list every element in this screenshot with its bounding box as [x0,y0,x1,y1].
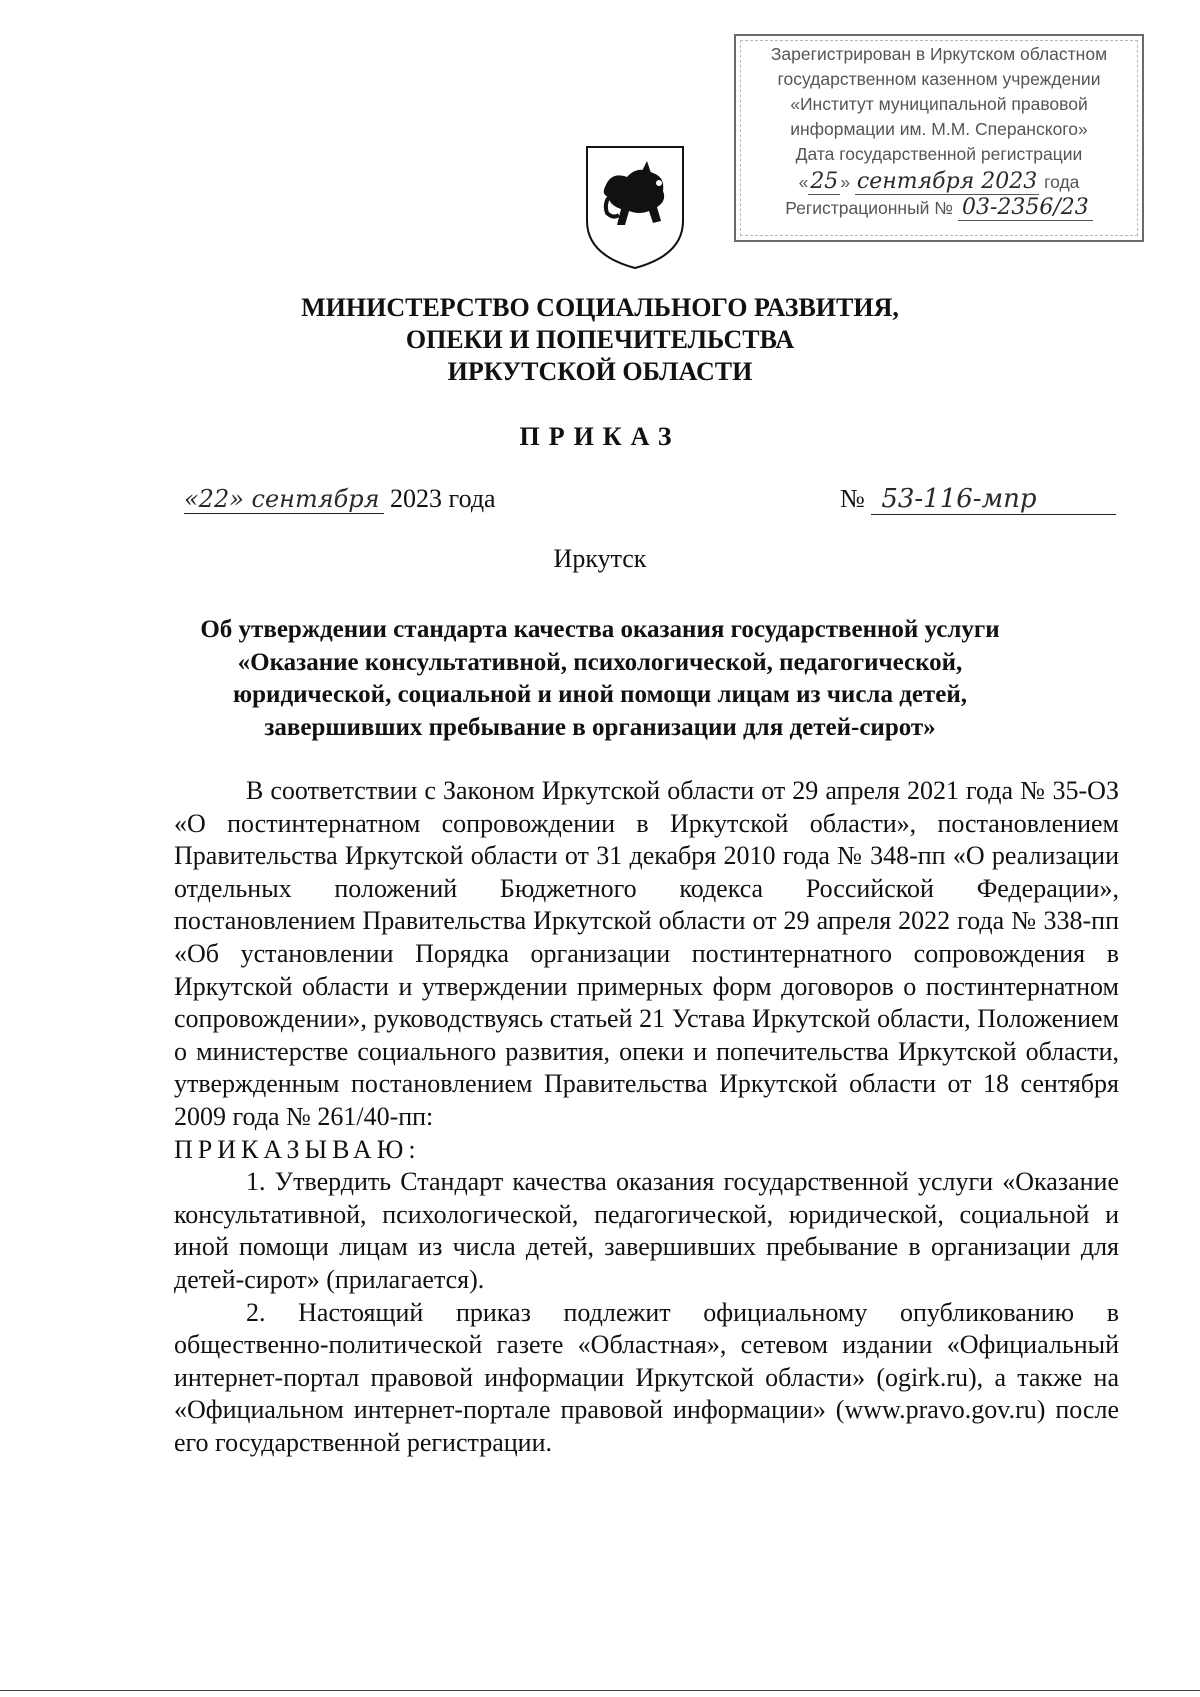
stamp-date-open: « [798,172,809,192]
order-number-label: № [840,484,865,513]
order-date [184,484,496,514]
order-date-handwritten: «22» сентября [184,485,384,514]
stamp-registration-date [744,169,1134,195]
stamp-registration-number [744,195,1134,221]
order-directive-word: ПРИКАЗЫВАЮ: [174,1134,421,1164]
stamp-line: Зарегистрирован в Иркутском областном [770,44,1108,64]
stamp-date-suffix: года [1044,172,1080,192]
order-body [174,775,1119,1459]
ministry-line: ОПЕКИ И ПОПЕЧИТЕЛЬСТВА [405,325,795,354]
city-name: Иркутск [553,544,647,573]
order-subject [150,614,1050,744]
stamp-line: государственном казенном учреждении [777,69,1101,89]
order-number [840,484,1116,515]
stamp-line: Дата государственной регистрации [795,144,1083,164]
stamp-reg-number: 03-2356/23 [958,195,1093,221]
stamp-date-month-year: сентября 2023 [856,169,1038,194]
subject-line: юридической, социальной и иной помощи лицам из числа детей, [233,681,967,708]
preamble-paragraph: В соответствии с Законом Иркутской области от 29 апреля 2021 года № 35-ОЗ «О постинтернатном сопровождении в Иркутской области», постановлением Правительства Иркутской области от 31 декабря 2010 года № 348-пп «О реализации отдельных положений Бюджетного кодекса Российской Федерации», постановлением Правительства Иркутской области от 29 апреля 2022 года № 338-пп «Об установлении Порядка организации постинтернатного сопровождения в Иркутской области и утверждении примерных форм договоров о постинтернатном сопровождении», руководствуясь статьей 21 Устава Иркутской области, Положением о министерстве социального развития, опеки и попечительства Иркутской области, утвержденным постановлением Правительства Иркутской области от 18 сентября 2009 года № 261/40-пп: [174,776,1119,1131]
subject-line: завершивших пребывание в организации для детей-сирот» [264,713,936,741]
stamp-date-mid: » [840,172,851,192]
order-number-handwritten: 53-116-мпр [871,484,1116,515]
page-bottom-rule [0,1690,1200,1691]
stamp-line: информации им. М.М. Сперанского» [790,119,1088,139]
ministry-heading [0,292,1200,388]
stamp-line: «Институт муниципальной правовой [790,94,1088,114]
coat-of-arms-icon [583,143,687,271]
subject-line: «Оказание консультативной, психологической, педагогической, [237,648,963,676]
subject-line: Об утверждении стандарта качества оказания государственной услуги [200,616,1000,643]
ministry-line: МИНИСТЕРСТВО СОЦИАЛЬНОГО РАЗВИТИЯ, [301,293,899,322]
stamp-date-day: 25 [810,169,839,194]
order-item-1: 1. Утвердить Стандарт качества оказания государственной услуги «Оказание консультативной, психологической, педагогической, юридической, социальной и иной помощи лицам из числа детей, завершивших пребывание в организации для детей-сирот» (прилагается). [174,1167,1119,1294]
document-type-title: ПРИКАЗ [519,422,681,451]
order-item-2: 2. Настоящий приказ подлежит официальному опубликованию в общественно-политической газете «Областная», сетевом издании «Официальный интернет-портал правовой информации Иркутской области» (ogirk.ru), а также на «Официальном интернет-портале правовой информации» (www.pravo.gov.ru) после его государственной регистрации. [174,1297,1119,1457]
stamp-reg-label: Регистрационный № [785,198,954,218]
order-date-year: 2023 года [390,484,496,513]
ministry-line: ИРКУТСКОЙ ОБЛАСТИ [447,357,753,386]
registration-stamp [734,34,1144,242]
